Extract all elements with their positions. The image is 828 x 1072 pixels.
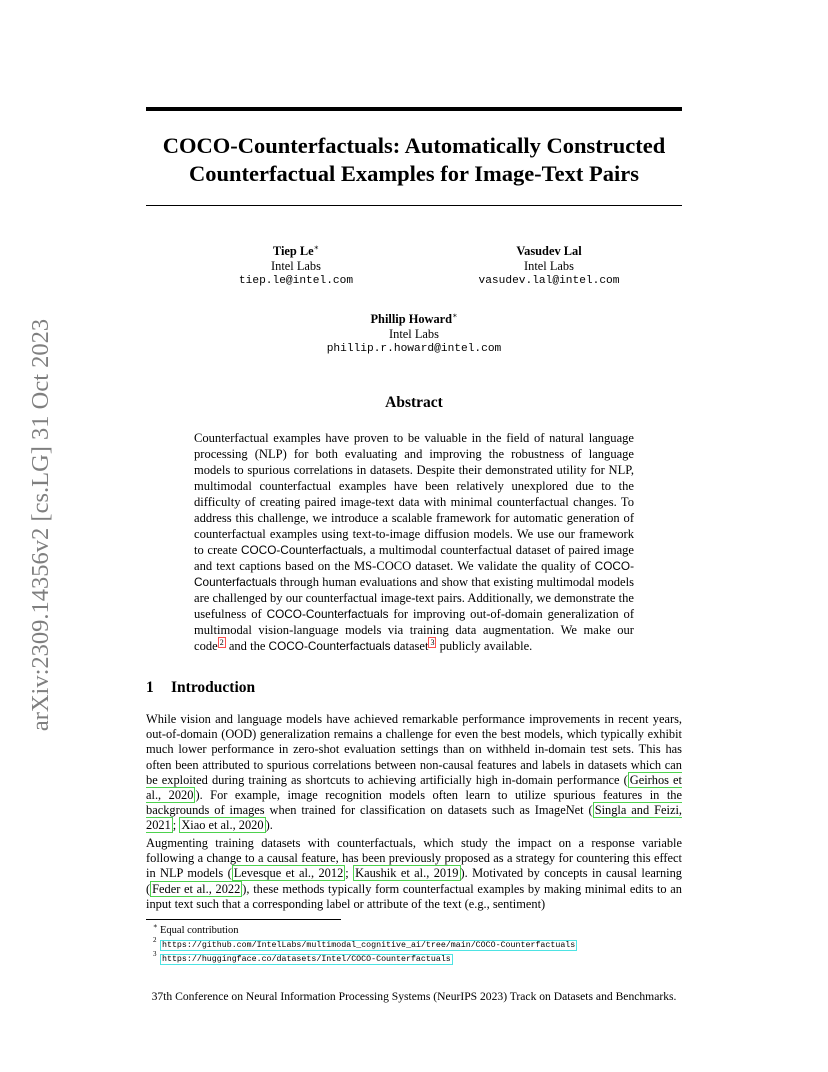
code-url-link[interactable]: https://github.com/IntelLabs/multimodal_cognitive_ai/tree/main/COCO-Counterfactuals <box>162 941 576 950</box>
citation-link[interactable]: Feder et al., 2022 <box>152 881 241 896</box>
dataset-name: COCO-Counterfactuals <box>268 639 391 653</box>
section-number: 1 <box>146 679 154 696</box>
author-name: Vasudev Lal <box>516 244 582 258</box>
intro-paragraph-2: Augmenting training datasets with counterfactuals, which study the impact on a response variable following a change to a causal feature, has been previously proposed as a strategy for countering this effect in NLP models ( Levesque et al., 2012 ; Kaushik et al., 2019 ). Motivated by concepts in causal learning ( Feder et al., 2022 ), these methods typically form counterfactual examples by making minimal edits to an input text such that a corresponding label or attribute of the text (e.g., sentiment) <box>146 836 682 911</box>
author-affiliation: Intel Labs <box>389 327 439 341</box>
paper-title <box>120 132 708 188</box>
footnote-link-dataset[interactable]: 3 <box>430 637 435 647</box>
citation-link[interactable]: Singla and Feizi, 2021 <box>146 803 682 833</box>
title-top-rule <box>146 107 682 111</box>
author-name: Phillip Howard <box>370 312 453 326</box>
citation-link[interactable]: Levesque et al., 2012 <box>233 866 344 881</box>
dataset-name: COCO-Counterfactuals <box>240 543 363 557</box>
arxiv-stamp: arXiv:2309.14356v2 [cs.LG] 31 Oct 2023 <box>27 318 54 732</box>
title-bottom-rule <box>146 205 682 206</box>
author-block-1 <box>200 244 392 289</box>
intro-paragraph-1: While vision and language models have achieved remarkable performance improvements in recent years, out-of-domain (OOD) generalization remains a challenge for even the best models, which typically exhibit much lower performance in zero-shot evaluation settings than on withheld in-domain test sets. This has often been attributed to spurious correlations between non-causal features and labels in datasets which can be exploited during training as shortcuts to achieving artificially high in-domain performance ( Geirhos et al., 2020 ). For example, image recognition models often learn to utilize spurious features in the backgrounds of images when trained for classification on datasets such as ImageNet ( Singla and Feizi, 2021 ; Xiao et al., 2020 ). <box>146 712 682 833</box>
author-name: Tiep Le <box>272 244 314 258</box>
citation-link[interactable]: Geirhos et al., 2020 <box>146 772 682 803</box>
footnote-rule <box>146 919 341 920</box>
equal-contribution-mark: ∗ <box>313 242 320 252</box>
citation-link[interactable]: Xiao et al., 2020 <box>181 818 264 833</box>
abstract-text: Counterfactual examples have proven to be valuable in the field of natural language processing (NLP) for both evaluating and improving the robustness of language models to spurious correlations in datasets. Despite their demonstrated utility for NLP, multimodal counterfactual examples have been relatively unexplored due to the difficulty of creating paired image-text data with minimal counterfactual changes. To address this challenge, we introduce a scalable framework for automatic generation of counterfactual examples using text-to-image diffusion models. We use our framework to create COCO-Counterfactuals, a multimodal counterfactual dataset of paired image and text captions based on the MS-COCO dataset. We validate the quality of COCO-Counterfactuals through human evaluations and show that existing multimodal models are challenged by our counterfactual image-text pairs. Additionally, we demonstrate the usefulness of COCO-Counterfactuals for improving out-of-domain generalization of multimodal vision-language models via training data augmentation. We make our code $^2$ and the COCO-Counterfactuals dataset $^3$ publicly available. <box>194 431 634 653</box>
footnote-equal-contribution: ∗ Equal contribution <box>153 922 239 936</box>
footnote-code-url: 2 https://github.com/IntelLabs/multimodal_cognitive_ai/tree/main/COCO-Counterfactuals <box>153 936 576 950</box>
conference-footer: 37th Conference on Neural Information Processing Systems (NeurIPS 2023) Track on Datasets and Benchmarks. <box>151 990 677 1003</box>
footnote-link-code[interactable]: 2 <box>219 637 224 647</box>
section-heading-introduction <box>146 679 255 697</box>
citation-link[interactable]: Kaushik et al., 2019 <box>355 866 459 881</box>
author-affiliation: Intel Labs <box>524 259 574 273</box>
dataset-url-link[interactable]: https://huggingface.co/datasets/Intel/COCO-Counterfactuals <box>162 955 451 964</box>
footnote-dataset-url: 3 https://huggingface.co/datasets/Intel/COCO-Counterfactuals <box>153 950 451 964</box>
author-email[interactable]: phillip.r.howard@intel.com <box>326 343 502 355</box>
title-line-1: COCO-Counterfactuals: Automatically Constructed <box>162 133 666 158</box>
dataset-name: COCO-Counterfactuals <box>266 607 389 621</box>
author-block-2 <box>428 244 670 289</box>
author-email[interactable]: tiep.le@intel.com <box>238 275 354 287</box>
author-email[interactable]: vasudev.lal@intel.com <box>478 275 620 287</box>
equal-contribution-mark: ∗ <box>452 310 458 320</box>
section-title: Introduction <box>171 679 256 696</box>
abstract-heading: Abstract <box>385 394 443 411</box>
title-line-2: Counterfactual Examples for Image-Text Pairs <box>189 161 639 186</box>
dataset-name: COCO-Counterfactuals <box>194 559 634 589</box>
author-affiliation: Intel Labs <box>271 259 321 273</box>
author-block-3 <box>274 312 554 357</box>
